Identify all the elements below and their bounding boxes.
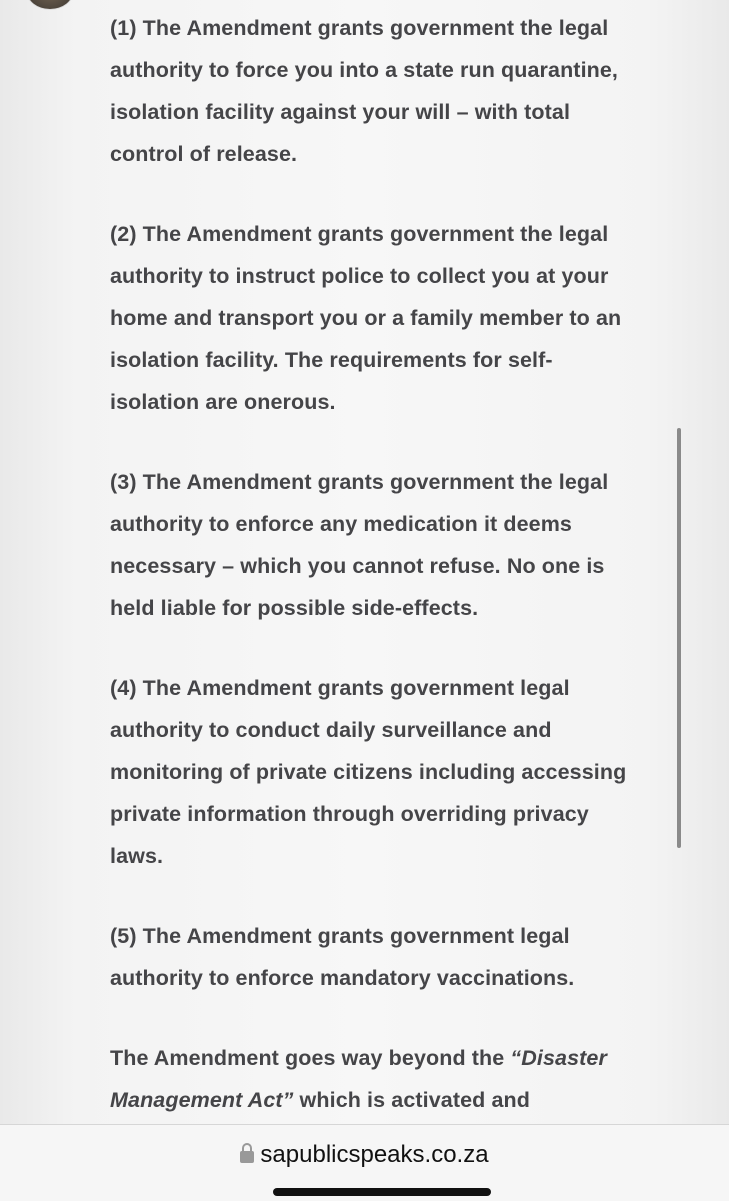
text-line: authority to enforce mandatory vaccinations. <box>110 966 575 990</box>
text-line: (1) The Amendment grants government the legal <box>110 16 609 40</box>
text-line: (4) The Amendment grants government legal <box>110 676 570 700</box>
url-bar[interactable] <box>0 1141 729 1169</box>
italic-text: Management Act” <box>110 1088 294 1112</box>
text-line: authority to conduct daily surveillance and <box>110 718 552 742</box>
paragraph-1 <box>110 10 670 178</box>
text-line: (5) The Amendment grants government legal <box>110 924 570 948</box>
text-line: isolation facility. The requirements for self- <box>110 348 553 372</box>
avatar[interactable] <box>26 0 74 10</box>
scrollbar[interactable] <box>677 428 681 848</box>
text-line: isolation are onerous. <box>110 390 336 414</box>
text-line: home and transport you or a family member to an <box>110 306 622 330</box>
text-line: held liable for possible side-effects. <box>110 596 479 620</box>
text-line: (2) The Amendment grants government the legal <box>110 222 609 246</box>
text-line: authority to instruct police to collect you at your <box>110 264 609 288</box>
text: The Amendment goes way beyond the <box>110 1046 511 1070</box>
italic-text: “Disaster <box>510 1046 607 1070</box>
text-line: laws. <box>110 844 164 868</box>
paragraph-3 <box>110 464 670 632</box>
browser-bottom-bar <box>0 1124 729 1201</box>
paragraph-2 <box>110 216 670 426</box>
text: which is activated and <box>293 1088 530 1112</box>
paragraph-5 <box>110 918 670 1002</box>
paragraph-4 <box>110 670 670 880</box>
home-indicator[interactable] <box>273 1188 491 1196</box>
url-text: sapublicspeaks.co.za <box>260 1141 489 1168</box>
lock-icon <box>240 1151 254 1163</box>
text-line: authority to enforce any medication it deems <box>110 512 572 536</box>
text-line: necessary – which you cannot refuse. No one is <box>110 554 605 578</box>
text-line: isolation facility against your will – with total <box>110 100 571 124</box>
text-line: private information through overriding privacy <box>110 802 589 826</box>
text-line: monitoring of private citizens including accessing <box>110 760 627 784</box>
text-line: control of release. <box>110 142 298 166</box>
article-body <box>110 10 670 1162</box>
text-line: authority to force you into a state run quarantine, <box>110 58 619 82</box>
closing-paragraph <box>110 1040 670 1124</box>
text-line: (3) The Amendment grants government the legal <box>110 470 609 494</box>
